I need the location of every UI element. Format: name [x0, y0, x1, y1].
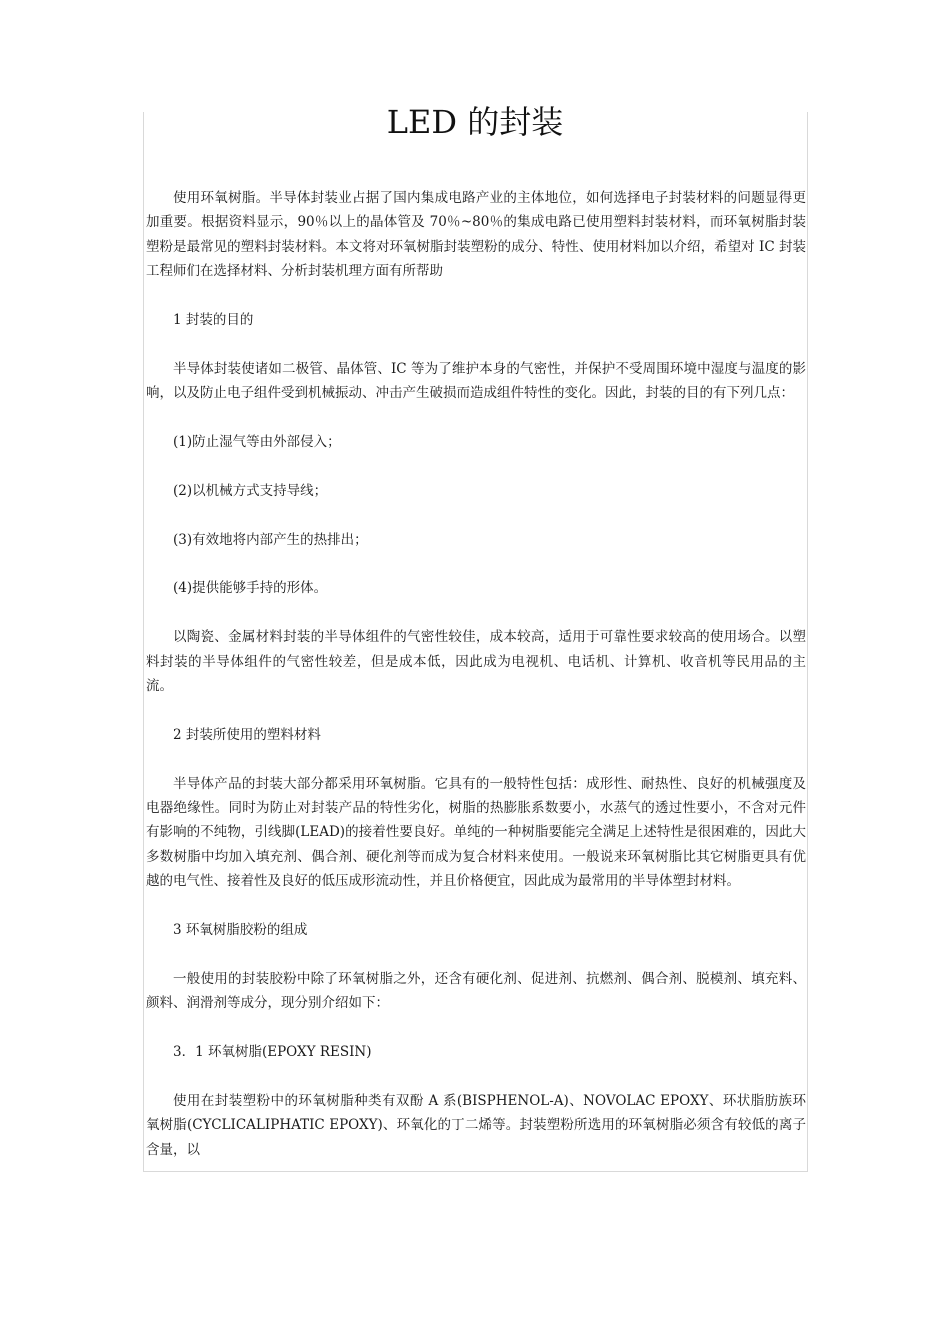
purpose-item-4: (4)提供能够手持的形体。 [173, 580, 328, 597]
purpose-item-2: (2)以机械方式支持导线； [173, 482, 328, 499]
purpose-item-3: (3)有效地将内部产生的热排出； [173, 531, 368, 548]
section-heading-3: 3 环氧树脂胶粉的组成 [173, 922, 308, 939]
subsection-heading-3-1: 3．1 环氧树脂(EPOXY RESIN) [173, 1044, 372, 1061]
document-title: LED 的封装 [386, 103, 564, 141]
section-heading-1: 1 封装的目的 [173, 312, 254, 329]
section-heading-2: 2 封装所使用的塑料材料 [173, 726, 321, 743]
plastic-materials-paragraph: 半导体产品的封装大部分都采用环氧树脂。它具有的一般特性包括：成形性、耐热性、良好的机械强度及电器绝缘性。同时为防止对封装产品的特性劣化，树脂的热膨胀系数要小，水蒸气的透过性要小，不含对元件有影响的不纯物，引线脚(LEAD)的接着性要良好。单纯的一种树脂要能完全满足上述特性是很困难的，因此大多数树脂中均加入填充剂、偶合剂、硬化剂等而成为复合材料来使用。一般说来环氧树脂比其它树脂更具有优越的电气性、接着性及良好的低压成形流动性，并且价格便宜，因此成为最常用的半导体塑封材料。 [146, 775, 806, 890]
document-body [146, 186, 806, 1162]
composition-paragraph: 一般使用的封装胶粉中除了环氧树脂之外，还含有硬化剂、促进剂、抗燃剂、偶合剂、脱模剂、填充料、颜料、润滑剂等成分，现分别介绍如下： [146, 970, 806, 1012]
epoxy-resin-paragraph: 使用在封装塑粉中的环氧树脂种类有双酚 A 系(BISPHENOL-A)、NOVOLAC EPOXY、环状脂肪族环氧树脂(CYCLICALIPHATIC EPOXY)、环氧化的丁二烯等。封装塑粉所选用的环氧树脂必须含有较低的离子含量，以 [146, 1092, 806, 1158]
purpose-item-1: (1)防止湿气等由外部侵入； [173, 434, 341, 451]
purpose-paragraph: 半导体封装使诸如二极管、晶体管、IC 等为了维护本身的气密性，并保护不受周围环境中湿度与温度的影响，以及防止电子组件受到机械振动、冲击产生破损而造成组件特性的变化。因此，封装的目的有下列几点： [146, 360, 806, 402]
packaging-comparison-paragraph: 以陶瓷、金属材料封装的半导体组件的气密性较佳，成本较高，适用于可靠性要求较高的使用场合。以塑料封装的半导体组件的气密性较差，但是成本低，因此成为电视机、电话机、计算机、收音机等民用品的主流。 [146, 629, 806, 695]
intro-paragraph: 使用环氧树脂。半导体封装业占据了国内集成电路产业的主体地位，如何选择电子封装材料的问题显得更加重要。根据资料显示，90％以上的晶体管及 70％~80％的集成电路已使用塑料封装材料，而环氧树脂封装塑粉是最常见的塑料封装材料。本文将对环氧树脂封装塑粉的成分、特性、使用材料加以介绍，希望对 IC 封装工程师们在选择材料、分析封装机理方面有所帮助 [146, 190, 806, 280]
